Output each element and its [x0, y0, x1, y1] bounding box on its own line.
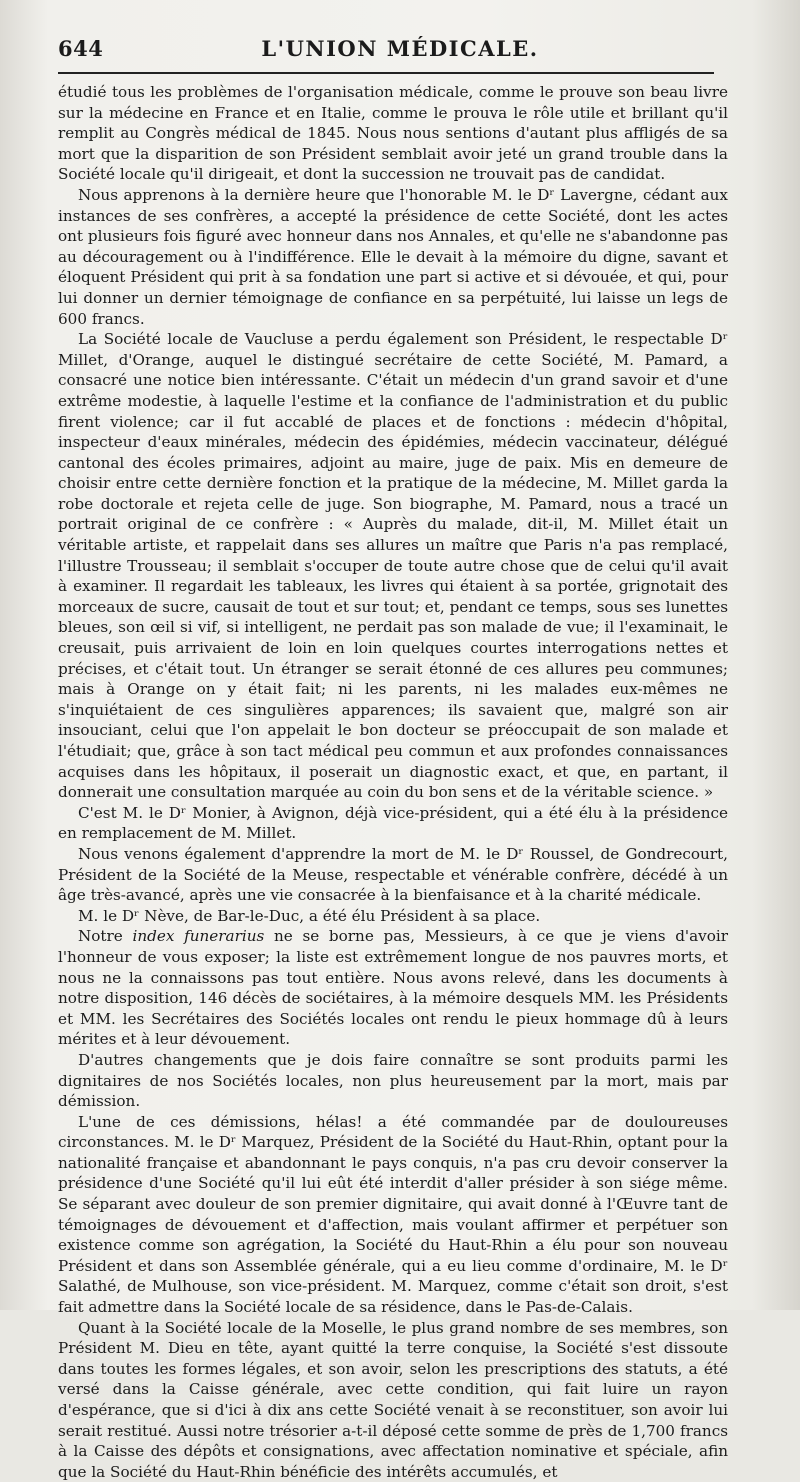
- paragraph-7: D'autres changements que je dois faire connaître se sont produits parmi les dignitaires de nos Sociétés locales, non plus heureusement par la mort, mais par démission.: [58, 1050, 728, 1111]
- paragraph-2: Nous apprenons à la dernière heure que l'honorable M. le Dʳ Lavergne, cédant aux instances de ses confrères, a accepté la présidence de cette Société, dont les actes ont plusieurs fois figuré avec honneur dans nos Annales, et qu'elle ne s'abandonne pas au découragement ou à l'indifférence. Elle le devait à la mémoire du digne, savant et éloquent Président qui prit à sa fondation une part si active et si dévouée, et qui, pour lui donner un dernier témoignage de confiance en sa perpétuité, lui laisse un legs de 600 francs.: [58, 185, 728, 328]
- paragraph-3: La Société locale de Vaucluse a perdu également son Président, le respectable Dʳ Millet, d'Orange, auquel le distingué secrétaire de cette Société, M. Pamard, a consacré une notice bien intéressante. C'était un médecin d'un grand savoir et d'une extrême modestie, à laquelle l'estime et la confiance de l'administration et du public firent violence; car il fut accablé de places et de fonctions : médecin d'hôpital, inspecteur d'eaux minérales, médecin des épidémies, médecin vaccinateur, délégué cantonal des écoles primaires, adjoint au maire, juge de paix. Mis en demeure de choisir entre cette dernière fonction et la pratique de la médecine, M. Millet garda la robe doctorale et rejeta celle de juge. Son biographe, M. Pamard, nous a tracé un portrait original de ce confrère : « Auprès du malade, dit-il, M. Millet était un véritable artiste, et rappelait dans ses allures un maître que Paris n'a pas remplacé, l'illustre Trousseau; il semblait s'occuper de toute autre chose que de celui qu'il avait à examiner. Il regardait les tableaux, les livres qui étaient à sa portée, grignotait des morceaux de sucre, causait de tout et sur tout; et, pendant ce temps, sous ses lunettes bleues, son œil si vif, si intelligent, ne perdait pas son malade de vue; il l'examinait, le creusait, puis arrivaient de loin en loin quelques courtes interrogations nettes et précises, et c'était tout. Un étranger se serait étonné de ces allures peu communes; mais à Orange on y était fait; ni les parents, ni les malades eux-mêmes ne s'inquiétaient de ces singulières apparences; ils savaient que, malgré son air insouciant, celui que l'on appelait le bon docteur se préoccupait de son malade et l'étudiait; que, grâce à son tact médical peu commun et aux profondes connaissances acquises dans les hôpitaux, il poserait un diagnostic exact, et que, en partant, il donnerait une consultation marquée au coin du bon sens et de la véritable science. »: [58, 330, 728, 802]
- header-rule: [58, 72, 714, 74]
- paragraph-5: Nous venons également d'apprendre la mort de M. le Dʳ Roussel, de Gondrecourt, Président de la Société de la Meuse, respectable et vénérable confrère, décédé à un âge très-avancé, après une vie consacrée à la bienfaisance et à la charité médicale.: [58, 844, 728, 905]
- page-number: 644: [58, 36, 104, 61]
- index-before: Notre: [78, 927, 133, 946]
- paragraph-8: L'une de ces démissions, hélas! a été commandée par de douloureuses circonstances. M. le Dʳ Marquez, Président de la Société du Haut-Rhin, optant pour la nationalité française et abandonnant le pays conquis, n'a pas cru devoir conserver la présidence d'une Société qu'il lui eût été interdit d'aller présider à son siége même. Se séparant avec douleur de son premier dignitaire, qui avait donné à l'Œuvre tant de témoignages de dévouement et d'affection, mais voulant affirmer et perpétuer son existence comme son agrégation, la Société du Haut-Rhin a élu pour son nouveau Président et dans son Assemblée générale, qui a eu lieu comme d'ordinaire, M. le Dʳ Salathé, de Mulhouse, son vice-président. M. Marquez, comme c'était son droit, s'est fait admettre dans la Société locale de sa résidence, dans le Pas-de-Calais.: [58, 1112, 728, 1317]
- index-italic: index funerarius: [132, 927, 265, 946]
- paragraph-9: Quant à la Société locale de la Moselle, le plus grand nombre de ses membres, son Président M. Dieu en tête, ayant quitté la terre conquise, la Société s'est dissoute dans toutes les formes légales, et son avoir, selon les prescriptions des statuts, a été versé dans la Caisse générale, avec cette condition, qui fait luire un rayon d'espérance, que si d'ici à dix ans cette Société venait à se reconstituer, son avoir lui serait restitué. Aussi notre trésorier a-t-il déposé cette somme de près de 1,700 francs à la Caisse des dépôts et consignations, avec affectation nominative et spéciale, afin que la Société du Haut-Rhin bénéficie des intérêts accumulés, et: [58, 1318, 728, 1481]
- index-after: ne se borne pas, Messieurs, à ce que je viens d'avoir l'honneur de vous exposer; la liste est extrêmement longue de nos pauvres morts, et nous ne la connaissons pas tout entière. Nous avons relevé, dans les documents à notre disposition, 146 décès de sociétaires, à la mémoire desquels MM. les Présidents et MM. les Secrétaires des Sociétés locales ont rendu le pieux hommage dû à leurs mérites et à leur dévouement.: [58, 927, 728, 1049]
- article-body: [58, 82, 728, 1482]
- paragraph-6: M. le Dʳ Nève, de Bar-le-Duc, a été élu Président à sa place.: [78, 906, 541, 925]
- journal-title: L'UNION MÉDICALE.: [261, 36, 539, 61]
- paragraph-4: C'est M. le Dʳ Monier, à Avignon, déjà vice-président, qui a été élu à la présidence en remplacement de M. Millet.: [58, 803, 728, 843]
- paragraph-1: étudié tous les problèmes de l'organisation médicale, comme le prouve son beau livre sur la médecine en France et en Italie, comme le prouva le rôle utile et brillant qu'il remplit au Congrès médical de 1845. Nous nous sentions d'autant plus affligés de sa mort que la disparition de son Président semblait avoir jeté un grand trouble dans la Société locale qu'il dirigeait, et dont la succession ne trouvait pas de candidat.: [58, 83, 728, 184]
- paragraph-index-funerarius: [58, 926, 728, 1050]
